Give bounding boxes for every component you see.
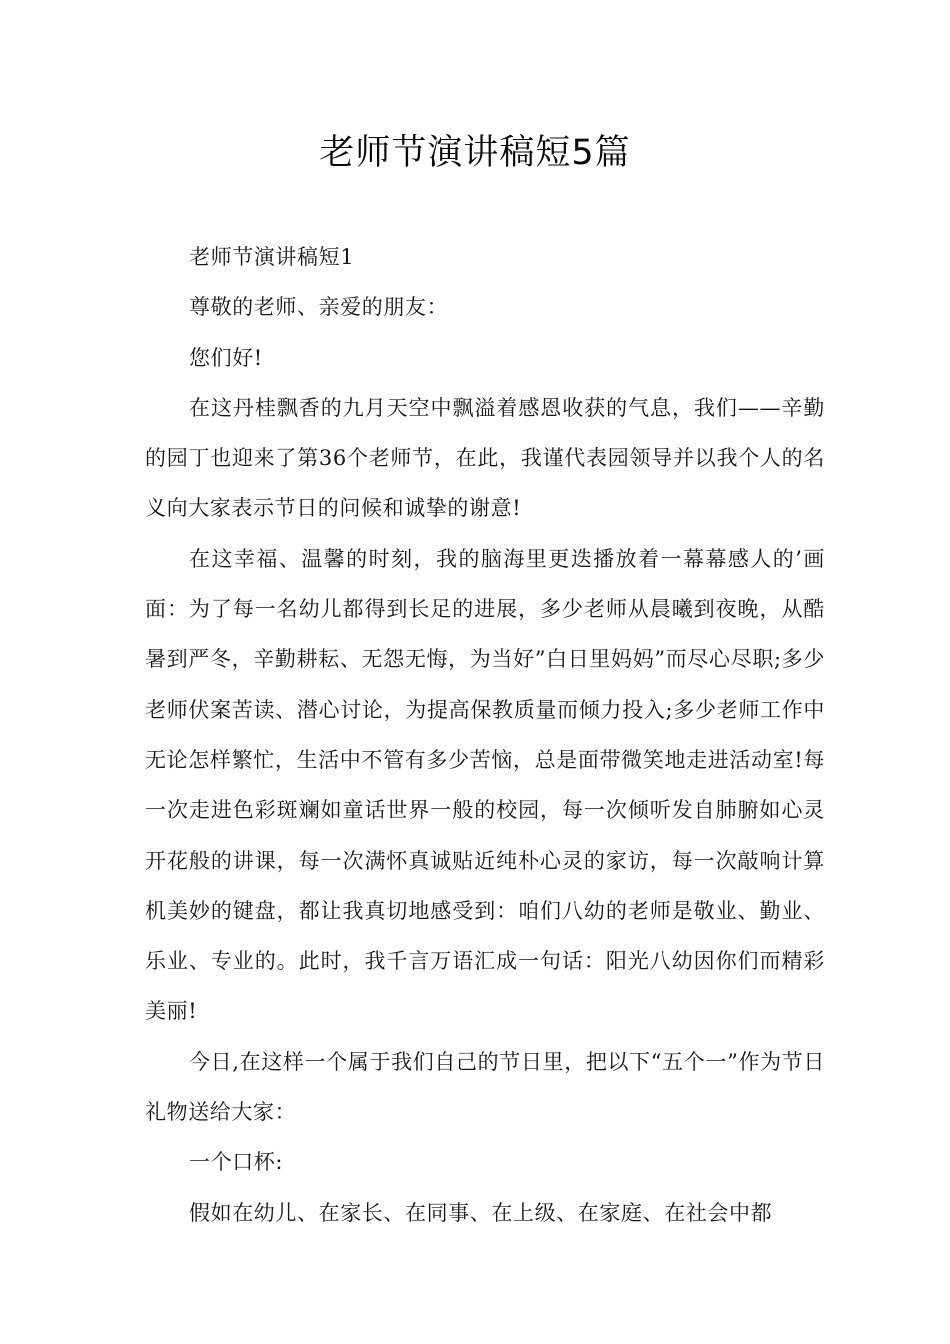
paragraph-greeting: 您们好! <box>189 345 263 370</box>
paragraph-gift-cup: 一个口杯: <box>189 1150 284 1175</box>
paragraph-salutation: 尊敬的老师、亲爱的朋友： <box>189 295 449 320</box>
document-title: 老师节演讲稿短5篇 <box>319 133 631 173</box>
paragraph-continuation: 假如在幼儿、在家长、在同事、在上级、在家庭、在社会中都 <box>189 1200 773 1225</box>
paragraph-heading: 老师节演讲稿短1 <box>189 245 355 269</box>
paragraph-intro: 在这丹桂飘香的九月天空中飘溢着感恩收获的气息，我们——辛勤的园丁也迎来了第36个老师节，在此，我谨代表园领导并以我个人的名义向大家表示节日的问候和诚挚的谢意! <box>145 395 825 521</box>
paragraph-gifts: 今日,在这样一个属于我们自己的节日里，把以下“五个一”作为节日礼物送给大家： <box>145 1049 825 1125</box>
document-body <box>145 232 825 1238</box>
paragraph-reflection: 在这幸福、温馨的时刻，我的脑海里更迭播放着一幕幕感人的’画面：为了每一名幼儿都得到长足的进展，多少老师从晨曦到夜晚，从酷暑到严冬，辛勤耕耘、无怨无悔，为当好”白日里妈妈”而尽心尽职;多少老师伏案苦读、潜心讨论，为提高保教质量而倾力投入;多少老师工作中无论怎样繁忙，生活中不管有多少苦恼，总是面带微笑地走进活动室!每一次走进色彩斑斓如童话世界一般的校园，每一次倾听发自肺腑如心灵开花般的讲课，每一次满怀真诚贴近纯朴心灵的家访，每一次敲响计算机美妙的键盘，都让我真切地感受到：咱们八幼的老师是敬业、勤业、乐业、专业的。此时，我千言万语汇成一句话：阳光八幼因你们而精彩美丽! <box>145 546 825 1024</box>
